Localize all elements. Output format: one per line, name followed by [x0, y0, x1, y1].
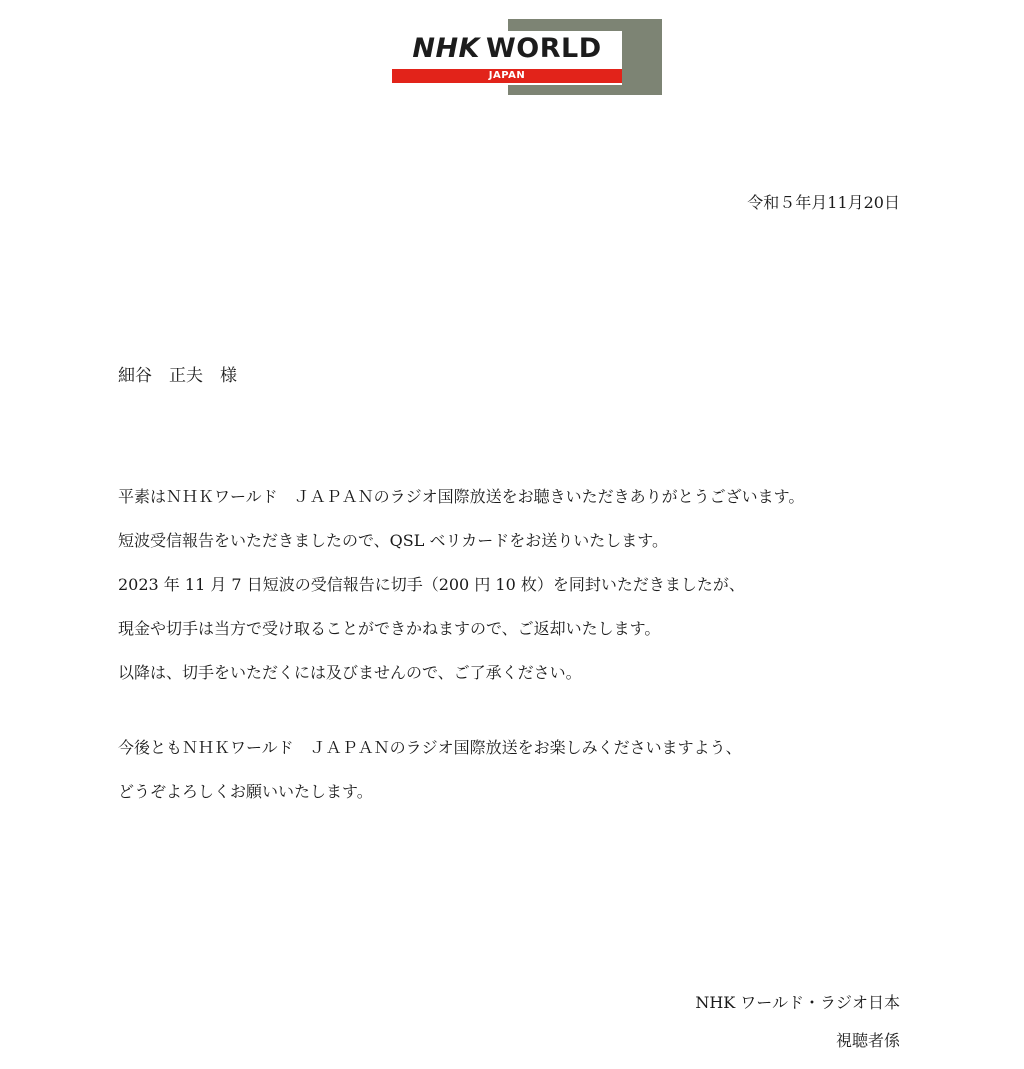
- logo-brand: NHK: [412, 33, 480, 64]
- letter-date: 令和５年月11月20日: [747, 193, 900, 212]
- body-line: 現金や切手は当方で受け取ることができかねますので、ご返却いたします。: [118, 619, 661, 638]
- body-line: 短波受信報告をいただきましたので、QSL ベリカードをお送りいたします。: [118, 531, 669, 550]
- body-paragraph-1: [118, 475, 918, 695]
- body-line: 以降は、切手をいただくには及びませんので、ご了承ください。: [118, 663, 582, 682]
- body-line: 今後ともＮＨＫワールド ＪＡＰＡＮのラジオ国際放送をお楽しみくださいますよう、: [118, 738, 742, 757]
- logo-word: WORLD: [485, 33, 602, 64]
- signature-department: 視聴者係: [835, 1031, 900, 1050]
- body-paragraph-2: [118, 726, 918, 814]
- body-line: 2023 年 11 月 7 日短波の受信報告に切手（200 円 10 枚）を同封いただきましたが、: [118, 575, 745, 594]
- recipient-name: 細谷 正夫 様: [118, 366, 237, 386]
- nhk-world-japan-logo: [392, 19, 662, 95]
- body-line: 平素はＮＨＫワールド ＪＡＰＡＮのラジオ国際放送をお聴きいただきありがとうございます。: [118, 487, 805, 506]
- body-line: どうぞよろしくお願いいたします。: [118, 782, 373, 801]
- logo-wordmark: [392, 33, 622, 64]
- signature-organization: NHK ワールド・ラジオ日本: [695, 993, 900, 1012]
- logo-red-bar: JAPAN: [392, 69, 622, 83]
- signature-block: [695, 984, 900, 1060]
